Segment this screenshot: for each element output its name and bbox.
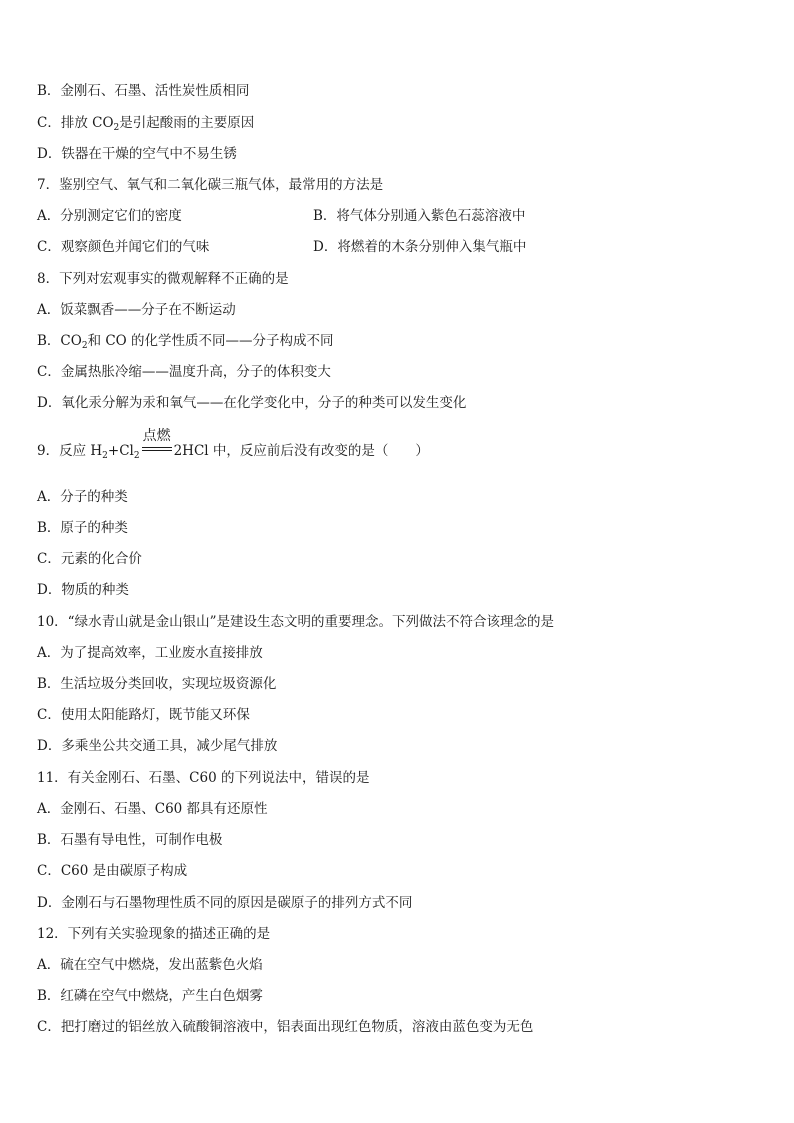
option-text: 和 CO 的化学性质不同——分子构成不同 — [87, 333, 334, 349]
question-8-stem — [37, 270, 289, 288]
option-text: D．金刚石与石墨物理性质不同的原因是碳原子的排列方式不同 — [37, 895, 413, 911]
question-7-option-c — [37, 238, 209, 256]
question-text: 7．鉴别空气、氧气和二氧化碳三瓶气体，最常用的方法是 — [37, 177, 384, 193]
question-7-option-a — [37, 207, 182, 225]
question-11-option-c — [37, 862, 187, 880]
question-text: 中，反应前后没有改变的是（ ） — [208, 443, 429, 459]
option-text: A．饭菜飘香——分子在不断运动 — [37, 302, 236, 318]
question-10-option-d — [37, 737, 277, 755]
option-text: A．为了提高效率，工业废水直接排放 — [37, 645, 263, 661]
option-text: B．将气体分别通入紫色石蕊溶液中 — [313, 208, 526, 224]
question-11-option-a — [37, 800, 268, 818]
question-text: 12．下列有关实验现象的描述正确的是 — [37, 926, 271, 942]
question-9-stem — [37, 428, 429, 461]
option-text: B．生活垃圾分类回收，实现垃圾资源化 — [37, 676, 277, 692]
question-9-option-d — [37, 581, 129, 599]
subscript: 2 — [113, 123, 120, 133]
question-10-option-b — [37, 675, 276, 693]
question-7-option-b — [313, 207, 525, 225]
question-8-option-a — [37, 301, 236, 319]
option-text: B．原子的种类 — [37, 520, 128, 536]
question-8-option-d — [37, 394, 466, 412]
option-text: C．观察颜色并闻它们的气味 — [37, 239, 210, 255]
question-8-option-b — [37, 332, 334, 350]
option-text: A．分别测定它们的密度 — [37, 208, 182, 224]
option-text: D．铁器在干燥的空气中不易生锈 — [37, 146, 237, 162]
question-9-option-b — [37, 519, 128, 537]
question-9-option-c — [37, 550, 142, 568]
subscript: 2 — [81, 341, 88, 351]
option-text: C．C60 是由碳原子构成 — [37, 863, 188, 879]
question-12-option-b — [37, 987, 263, 1005]
option-b-line — [37, 82, 249, 100]
option-text: A．金刚石、石墨、C60 都具有还原性 — [37, 801, 268, 817]
question-12-stem — [37, 925, 270, 943]
reaction-arrow — [140, 428, 174, 459]
question-text: 11．有关金刚石、石墨、C60 的下列说法中，错误的是 — [37, 770, 370, 786]
option-text: D．将燃着的木条分别伸入集气瓶中 — [313, 239, 527, 255]
question-9-option-a — [37, 488, 128, 506]
reaction-product: 2HCl — [173, 443, 209, 459]
equals-bar — [142, 450, 172, 451]
option-d-line — [37, 145, 237, 163]
question-10-option-a — [37, 644, 263, 662]
option-text: B．CO — [37, 333, 82, 349]
reaction-condition: 点燃 — [142, 428, 171, 444]
option-text: 是引起酸雨的主要原因 — [119, 115, 255, 131]
option-text: D．多乘坐公共交通工具，减少尾气排放 — [37, 738, 278, 754]
option-text: C．把打磨过的铝丝放入硫酸铜溶液中，铝表面出现红色物质，溶液由蓝色变为无色 — [37, 1019, 534, 1035]
option-text: C．金属热胀冷缩——温度升高，分子的体积变大 — [37, 364, 331, 380]
question-text: 8．下列对宏观事实的微观解释不正确的是 — [37, 271, 289, 287]
question-12-option-c — [37, 1018, 533, 1036]
question-7-option-d — [313, 238, 526, 256]
equals-bar — [142, 447, 172, 448]
option-text: B．金刚石、石墨、活性炭性质相同 — [37, 83, 250, 99]
question-text: 10．“绿水青山就是金山银山”是建设生态文明的重要理念。下列做法不符合该理念的是 — [37, 614, 554, 630]
option-c-line — [37, 114, 254, 132]
option-text: C．排放 CO — [37, 115, 114, 131]
question-11-stem — [37, 769, 369, 787]
question-10-stem — [37, 613, 554, 631]
option-text: C．元素的化合价 — [37, 551, 142, 567]
question-text: +Cl — [107, 443, 134, 459]
question-10-option-c — [37, 706, 250, 724]
option-text: C．使用太阳能路灯，既节能又环保 — [37, 707, 250, 723]
option-text: A．硫在空气中燃烧，发出蓝紫色火焰 — [37, 957, 263, 973]
question-11-option-d — [37, 894, 412, 912]
question-8-option-c — [37, 363, 331, 381]
option-text: B．石墨有导电性，可制作电极 — [37, 832, 223, 848]
question-text: 9．反应 H — [37, 443, 103, 459]
option-text: B．红磷在空气中燃烧，产生白色烟雾 — [37, 988, 263, 1004]
question-7-stem — [37, 176, 383, 194]
option-text: A．分子的种类 — [37, 489, 128, 505]
option-text: D．物质的种类 — [37, 582, 129, 598]
subscript: 2 — [133, 451, 140, 461]
subscript: 2 — [102, 451, 108, 461]
question-12-option-a — [37, 956, 263, 974]
option-text: D．氧化汞分解为汞和氧气——在化学变化中，分子的种类可以发生变化 — [37, 395, 467, 411]
question-11-option-b — [37, 831, 222, 849]
